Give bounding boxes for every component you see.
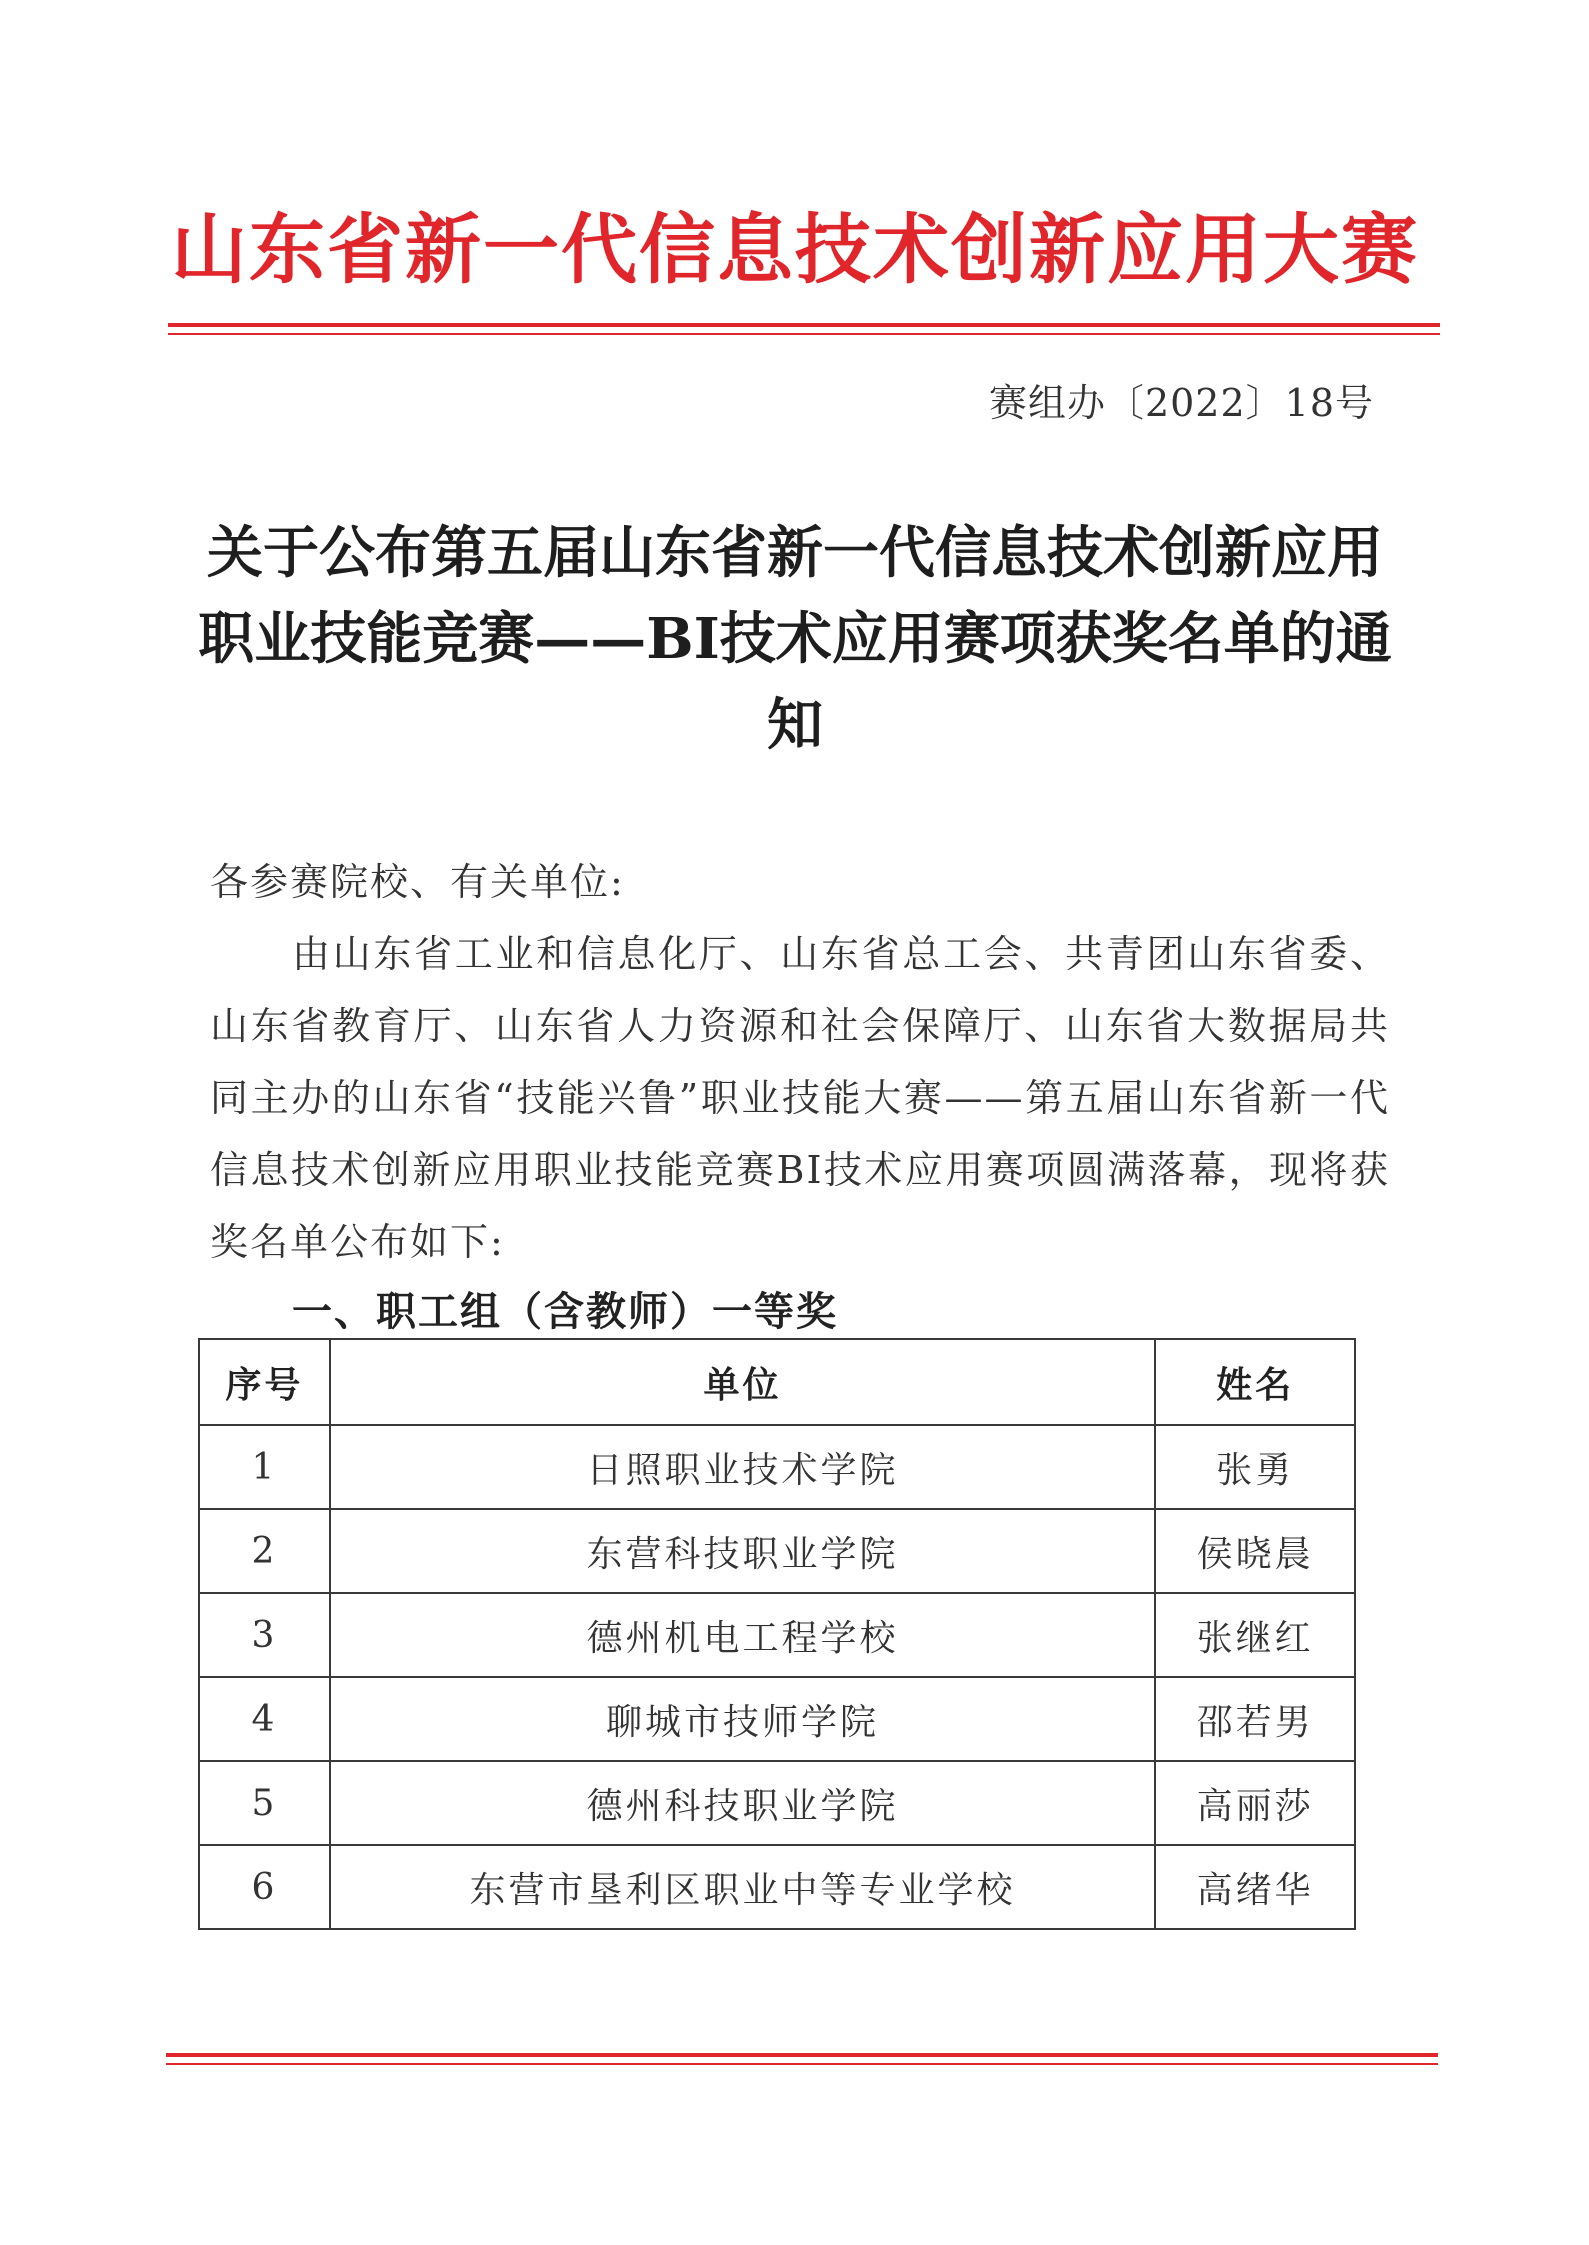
row-name: 侯晓晨 bbox=[1155, 1509, 1355, 1593]
row-name: 张继红 bbox=[1155, 1593, 1355, 1677]
section-heading: 一、职工组（含教师）一等奖 bbox=[292, 1289, 838, 1335]
notice-title: 关于公布第五届山东省新一代信息技术创新应用职业技能竞赛——BI技术应用赛项获奖名单的通知 bbox=[198, 520, 1392, 758]
row-name: 张勇 bbox=[1155, 1425, 1355, 1509]
row-index: 6 bbox=[199, 1845, 330, 1929]
table-row bbox=[199, 1677, 1355, 1761]
row-index: 2 bbox=[199, 1509, 330, 1593]
row-unit: 德州科技职业学院 bbox=[330, 1761, 1155, 1845]
row-index: 5 bbox=[199, 1761, 330, 1845]
row-index: 4 bbox=[199, 1677, 330, 1761]
table-row bbox=[199, 1425, 1355, 1509]
table-row bbox=[199, 1509, 1355, 1593]
header-unit: 单位 bbox=[330, 1339, 1155, 1425]
row-unit: 日照职业技术学院 bbox=[330, 1425, 1155, 1509]
header-index: 序号 bbox=[199, 1339, 330, 1425]
row-unit: 东营科技职业学院 bbox=[330, 1509, 1155, 1593]
body-paragraph: 由山东省工业和信息化厅、山东省总工会、共青团山东省委、山东省教育厅、山东省人力资源和社会保障厅、山东省大数据局共同主办的山东省“技能兴鲁”职业技能大赛——第五届山东省新一代信息技术创新应用职业技能竞赛BI技术应用赛项圆满落幕，现将获奖名单公布如下: bbox=[210, 932, 1390, 1264]
masthead-title: 山东省新一代信息技术创新应用大赛 bbox=[171, 205, 1419, 294]
salutation: 各参赛院校、有关单位: bbox=[210, 860, 625, 904]
row-unit: 德州机电工程学校 bbox=[330, 1593, 1155, 1677]
row-index: 1 bbox=[199, 1425, 330, 1509]
awards-table bbox=[198, 1338, 1356, 1930]
header-name: 姓名 bbox=[1155, 1339, 1355, 1425]
row-name: 高绪华 bbox=[1155, 1845, 1355, 1929]
table-row bbox=[199, 1593, 1355, 1677]
row-unit: 东营市垦利区职业中等专业学校 bbox=[330, 1845, 1155, 1929]
row-name: 邵若男 bbox=[1155, 1677, 1355, 1761]
footer-divider bbox=[166, 2053, 1438, 2057]
table-row bbox=[199, 1761, 1355, 1845]
row-index: 3 bbox=[199, 1593, 330, 1677]
document-number: 赛组办〔2022〕18号 bbox=[988, 381, 1374, 425]
masthead-divider bbox=[168, 323, 1440, 327]
table-header-row bbox=[199, 1339, 1355, 1425]
row-unit: 聊城市技师学院 bbox=[330, 1677, 1155, 1761]
row-name: 高丽莎 bbox=[1155, 1761, 1355, 1845]
table-row bbox=[199, 1845, 1355, 1929]
